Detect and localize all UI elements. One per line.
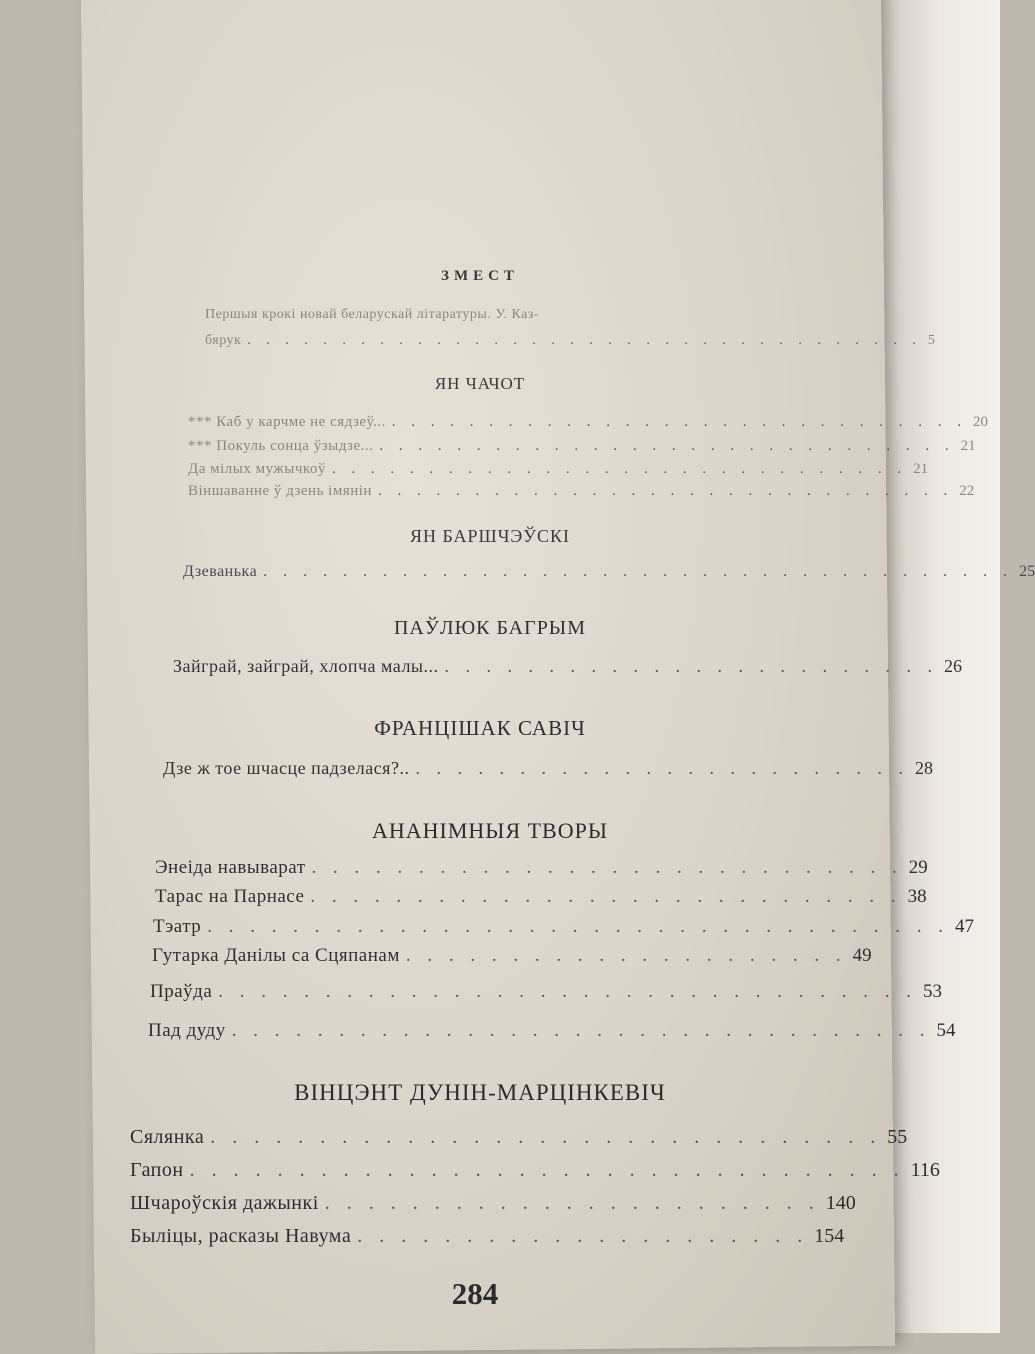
leader-dots: . . . . . . . . . . . . . . . . . . . . . . . . xyxy=(444,656,939,676)
entry-title: Шчароўскія дажынкі xyxy=(130,1192,319,1214)
toc-entry xyxy=(152,945,872,967)
page-number: 284 xyxy=(451,1276,499,1311)
author-heading: ПАЎЛЮК БАГРЫМ xyxy=(393,617,587,639)
leader-dots: . . . . . . . . . . . . . . . . . . . . . . . . . . . . . . . . . xyxy=(218,981,918,1002)
leader-dots: . . . . . . . . . . . . . . . . . . . . . . . . . . . . xyxy=(310,886,902,907)
leader-dots: . . . . . . . . . . . . . . . . . . . . . xyxy=(405,945,847,966)
leader-dots: . . . . . . . . . . . . . . . . . . . . . . . . . . . . . . xyxy=(331,461,908,477)
entry-page: 28 xyxy=(914,758,933,778)
entry-title: Зайграй, зайграй, хлопча малы... xyxy=(173,656,439,676)
author-heading: АНАНІМНЫЯ ТВОРЫ xyxy=(371,818,609,843)
leader-dots: . . . . . . . . . . . . . . . . . . . . . . . . xyxy=(415,758,909,778)
leader-dots: . . . . . . . . . . . . . . . . . . . . . . . xyxy=(324,1192,820,1214)
leader-dots: . . . . . . . . . . . . . . . . . . . . . . . . . . . . . . . . . . . . xyxy=(247,333,922,348)
entry-page: 26 xyxy=(944,656,963,676)
entry-title: Праўда xyxy=(150,981,213,1002)
entry-title: Тэатр xyxy=(153,916,202,937)
entry-page: 47 xyxy=(955,916,974,937)
leader-dots: . . . . . . . . . . . . . . . . . . . . . . . . . . . . . . . xyxy=(210,1126,882,1148)
toc-entry xyxy=(130,1126,908,1149)
entry-page: 22 xyxy=(959,483,975,499)
entry-page: 25 xyxy=(1019,563,1035,580)
entry-page: 53 xyxy=(923,981,943,1002)
toc-entry xyxy=(155,886,927,908)
toc-entry xyxy=(130,1159,940,1182)
toc-entry xyxy=(130,1192,856,1215)
leader-dots: . . . . . . . . . . . . . . . . . . . . . . . . . . . . . . xyxy=(391,414,968,430)
entry-page: 21 xyxy=(960,438,976,454)
leader-dots: . . . . . . . . . . . . . . . . . . . . . . . . . . . . . . . . . . . xyxy=(207,916,949,937)
entry-page: 20 xyxy=(973,414,989,430)
entry-title: Дзе ж тое шчасце падзелася?.. xyxy=(163,758,410,778)
entry-title: Дзеванька xyxy=(183,563,258,580)
leader-dots: . . . . . . . . . . . . . . . . . . . . . . . . . . . . . . . . . xyxy=(231,1020,931,1041)
toc-entry xyxy=(150,981,943,1003)
entry-title: Першыя крокі новай беларускай літаратуры. У. Каз- xyxy=(205,307,540,322)
toc-entry xyxy=(163,758,933,779)
entry-page: 116 xyxy=(910,1159,940,1181)
entry-title: Гутарка Данілы са Сцяпанам xyxy=(152,945,400,966)
leader-dots: . . . . . . . . . . . . . . . . . . . . . xyxy=(357,1225,809,1247)
entry-title: Быліцы, расказы Навума xyxy=(130,1225,352,1247)
contents-heading: ЗМЕСТ xyxy=(441,268,519,284)
leader-dots: . . . . . . . . . . . . . . . . . . . . . . . . . . . . . . xyxy=(379,438,955,454)
entry-page: 49 xyxy=(852,945,872,966)
toc-entry-intro xyxy=(205,307,735,323)
entry-page: 21 xyxy=(913,461,929,477)
toc-entry-intro-cont xyxy=(205,333,935,349)
entry-page: 55 xyxy=(887,1126,908,1148)
entry-title: бярук xyxy=(205,333,242,348)
author-heading: ФРАНЦІШАК САВІЧ xyxy=(374,716,586,740)
entry-page: 54 xyxy=(936,1020,956,1041)
leader-dots: . . . . . . . . . . . . . . . . . . . . . . . . . . . . . . xyxy=(377,483,954,499)
author-heading: ВІНЦЭНТ ДУНІН-МАРЦІНКЕВІЧ xyxy=(294,1080,666,1105)
entry-title: *** Покуль сонца ўзыдзе... xyxy=(188,438,374,454)
toc-entry xyxy=(188,414,989,431)
leader-dots: . . . . . . . . . . . . . . . . . . . . . . . . . . . . . . . . . . . . . . xyxy=(263,563,1014,580)
toc-entry xyxy=(130,1225,845,1248)
toc-entry xyxy=(183,563,1035,581)
toc-entry xyxy=(148,1020,956,1042)
entry-title: Пад дуду xyxy=(148,1020,226,1041)
entry-page: 29 xyxy=(908,857,928,878)
toc-entry xyxy=(188,461,929,478)
entry-page: 5 xyxy=(927,333,935,348)
entry-page: 140 xyxy=(825,1192,856,1214)
entry-title: Тарас на Парнасе xyxy=(155,886,305,907)
toc-entry xyxy=(188,438,976,455)
entry-title: Энеіда навыварат xyxy=(155,857,306,878)
entry-title: Да мілых мужычкоў xyxy=(188,461,326,477)
toc-entry xyxy=(155,857,928,879)
author-heading: ЯН БАРШЧЭЎСКІ xyxy=(409,526,571,546)
entry-page: 38 xyxy=(907,886,927,907)
entry-title: *** Каб у карчме не сядзеў... xyxy=(188,414,386,430)
author-heading: ЯН ЧАЧОТ xyxy=(434,374,526,393)
toc-entry xyxy=(153,916,974,938)
entry-title: Гапон xyxy=(130,1159,184,1181)
entry-page: 154 xyxy=(814,1225,845,1247)
toc-entry xyxy=(173,656,963,677)
leader-dots: . . . . . . . . . . . . . . . . . . . . . . . . . . . . xyxy=(311,857,903,878)
entry-title: Сялянка xyxy=(130,1126,205,1148)
leader-dots: . . . . . . . . . . . . . . . . . . . . . . . . . . . . . . . . . xyxy=(189,1159,905,1181)
entry-title: Віншаванне ў дзень імянін xyxy=(188,483,372,499)
toc-entry xyxy=(188,483,975,500)
